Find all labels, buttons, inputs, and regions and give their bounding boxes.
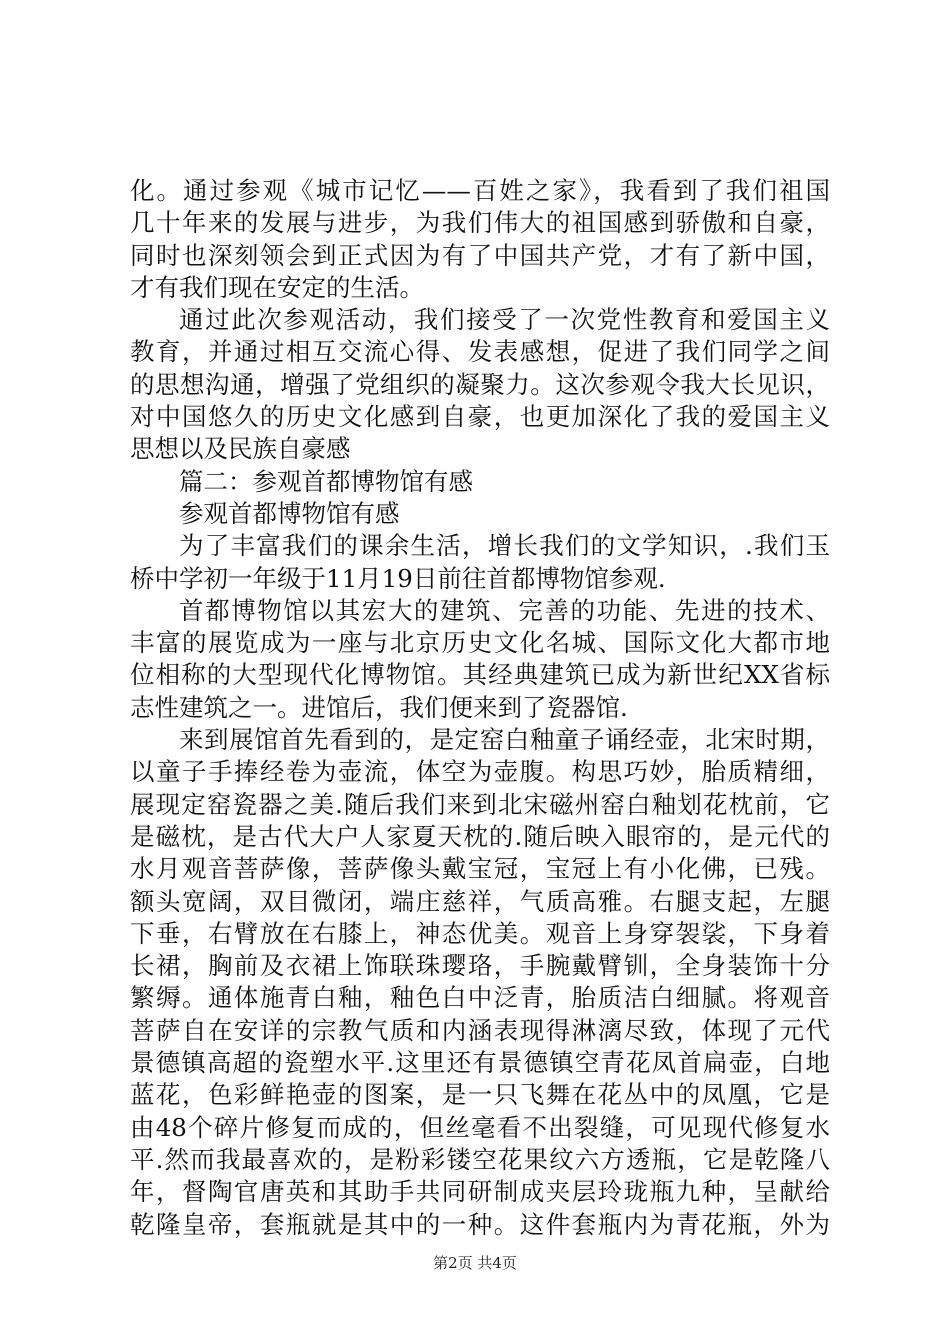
text-line: 长裙，胸前及衣裙上饰联珠璎珞，手腕戴臂钏，全身装饰十分 <box>130 951 830 981</box>
text-line: 思想以及民族自豪感 <box>130 434 351 464</box>
text-line: 以童子手捧经卷为壶流，体空为壶腹。构思巧妙，胎质精细， <box>130 757 830 787</box>
text-line: 几十年来的发展与进步，为我们伟大的祖国感到骄傲和自豪， <box>130 208 830 238</box>
document-body <box>130 175 830 1241</box>
text-line: 水月观音菩萨像，菩萨像头戴宝冠，宝冠上有小化佛，已残。 <box>130 854 830 884</box>
text-line: 篇二：参观首都博物馆有感 <box>179 466 473 496</box>
text-line: 乾隆皇帝，套瓶就是其中的一种。这件套瓶内为青花瓶，外为 <box>130 1209 830 1239</box>
text-line: 为了丰富我们的课余生活，增长我们的文学知识，.我们玉 <box>179 531 830 561</box>
text-line: 首都博物馆以其宏大的建筑、完善的功能、先进的技术、 <box>179 595 830 625</box>
page-footer: 第2页 共4页 <box>433 1254 517 1272</box>
text-line: 参观首都博物馆有感 <box>179 498 400 528</box>
text-line: 才有我们现在安定的生活。 <box>130 272 424 302</box>
text-line: 志性建筑之一。进馆后，我们便来到了瓷器馆. <box>130 692 628 722</box>
text-line: 对中国悠久的历史文化感到自豪，也更加深化了我的爱国主义 <box>130 402 830 432</box>
text-line: 是磁枕，是古代大户人家夏天枕的.随后映入眼帘的，是元代的 <box>130 821 830 851</box>
text-line: 丰富的展览成为一座与北京历史文化名城、国际文化大都市地 <box>130 628 830 658</box>
text-line: 桥中学初一年级于11月19日前往首都博物馆参观. <box>130 563 666 593</box>
text-line: 化。通过参观《城市记忆——百姓之家》，我看到了我们祖国 <box>130 176 830 205</box>
text-line: 菩萨自在安详的宗教气质和内涵表现得淋漓尽致，体现了元代 <box>130 1015 830 1045</box>
text-line: 额头宽阔，双目微闭，端庄慈祥，气质高雅。右腿支起，左腿 <box>130 886 830 916</box>
text-line: 年，督陶官唐英和其助手共同研制成夹层玲珑瓶九种，呈献给 <box>130 1177 830 1207</box>
text-line: 位相称的大型现代化博物馆。其经典建筑已成为新世纪XX省标 <box>130 660 830 690</box>
text-line: 景德镇高超的瓷塑水平.这里还有景德镇空青花凤首扁壶，白地 <box>130 1048 830 1078</box>
text-line: 教育，并通过相互交流心得、发表感想，促进了我们同学之间 <box>130 337 830 367</box>
text-line: 的思想沟通，增强了党组织的凝聚力。这次参观令我大长见识， <box>130 369 830 399</box>
text-line: 繁缛。通体施青白釉，釉色白中泛青，胎质洁白细腻。将观音 <box>130 983 830 1013</box>
text-line: 来到展馆首先看到的，是定窑白釉童子诵经壶，北宋时期， <box>179 725 830 755</box>
text-line: 下垂，右臂放在右膝上，神态优美。观音上身穿袈裟，下身着 <box>130 918 830 948</box>
text-line: 由48个碎片修复而成的，但丝毫看不出裂缝，可见现代修复水 <box>130 1112 830 1142</box>
text-line: 同时也深刻领会到正式因为有了中国共产党，才有了新中国， <box>130 240 830 270</box>
text-line: 平.然而我最喜欢的，是粉彩镂空花果纹六方透瓶，它是乾隆八 <box>130 1144 830 1174</box>
text-line: 展现定窑瓷器之美.随后我们来到北宋磁州窑白釉划花枕前，它 <box>130 789 830 819</box>
text-line: 通过此次参观活动，我们接受了一次党性教育和爱国主义 <box>179 305 830 335</box>
text-line: 蓝花，色彩鲜艳壶的图案，是一只飞舞在花丛中的凤凰，它是 <box>130 1080 830 1110</box>
